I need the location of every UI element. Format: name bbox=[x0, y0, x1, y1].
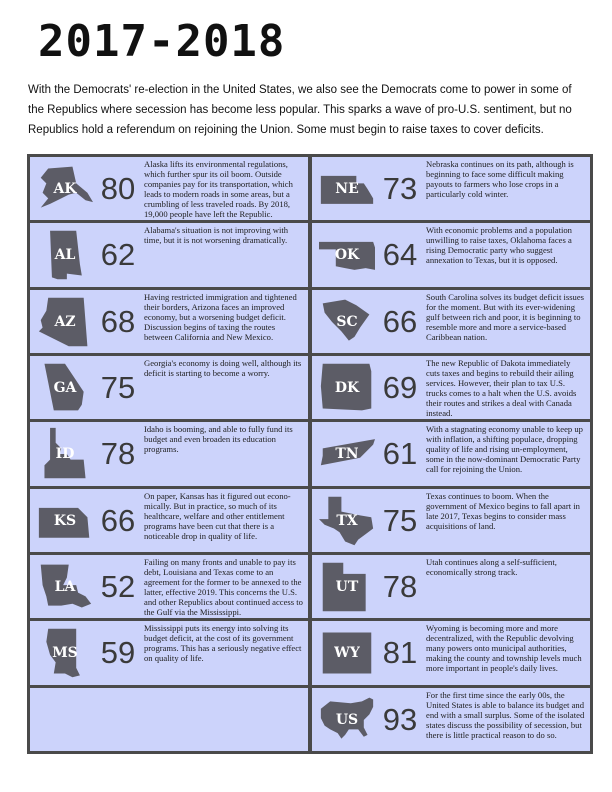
state-abbreviation: TN bbox=[335, 446, 359, 463]
state-description: On paper, Kansas has it figured out econo-mically. But in practice, so much of its healthcare, welfare and other entitlement programs have been cut that there is a noticeable drop in quality of life. bbox=[144, 490, 291, 541]
intro-paragraph: With the Democrats' re-election in the United States, we also see the Democrats come to power in some of the Republics where secession has become less popular. This sparks a wave of pro-U.S. sentiment, but no Republics hold a referendum on rejoining the Union. Some must begin to raise taxes to cover deficits. bbox=[28, 84, 572, 136]
state-score: 93 bbox=[382, 701, 418, 737]
state-description: The new Republic of Dakota immediately cuts taxes and begins to rebuild their ailing services. However, their plan to tax U.S. trucks comes to a halt when the U.S. avoids their routes and strikes a deal with Canada instead. bbox=[426, 357, 577, 418]
state-description: With economic problems and a population unwilling to raise taxes, Oklahoma faces a rising Democratic party who suggest annexation to Texas, but it is opposed. bbox=[426, 225, 572, 266]
state-score: 62 bbox=[100, 237, 136, 273]
state-description: For the first time since the early 00s, the United States is able to balance its budget and end with a small surplus. Some of the isolated states discuss the possibility of secession, but there is little practical reason to do so. bbox=[426, 689, 585, 740]
state-description: Alaska lifts its environmental regulations, which further spur its oil boom. Outside companies pay for its transportation, which leads to modern roads in some areas, but a crumbling of less traveled roads. By 2018, 19,000 people have left the Republic. bbox=[144, 159, 293, 219]
state-score: 75 bbox=[382, 502, 418, 538]
state-abbreviation: US bbox=[335, 711, 359, 728]
state-score: 64 bbox=[382, 237, 418, 273]
state-cell-ne bbox=[312, 157, 590, 220]
state-description: Alabama's situation is not improving with time, but it is not worsening dramatically. bbox=[144, 225, 289, 246]
state-abbreviation: AL bbox=[54, 247, 76, 264]
state-abbreviation: AZ bbox=[54, 313, 76, 330]
state-cell-dk bbox=[312, 356, 590, 419]
state-cell-tn bbox=[312, 422, 590, 485]
state-score: 52 bbox=[100, 568, 136, 604]
state-description: Failing on many fronts and unable to pay its debt, Louisiana and Texas come to an agreement for the former to be annexed to the latter, effective 2019. This concerns the U.S. and other Republics about continued access to the Gulf via the Mississippi. bbox=[144, 556, 303, 617]
state-cell-us bbox=[312, 688, 590, 751]
state-cell-az bbox=[30, 290, 308, 353]
state-score: 78 bbox=[382, 568, 418, 604]
state-description: Having restricted immigration and tightened their borders, Arizona faces an improved economy, but a worsening budget deficit. Discussion begins of taxing the routes between California and New Mexico. bbox=[144, 291, 297, 342]
empty-cell bbox=[30, 688, 308, 751]
state-abbreviation: WY bbox=[334, 645, 360, 662]
state-description: Mississippi puts its energy into solving its budget deficit, at the cost of its government programs. This has a seriously negative effect on quality of life. bbox=[144, 623, 302, 664]
state-abbreviation: TX bbox=[336, 512, 358, 529]
state-cell-wy bbox=[312, 621, 590, 684]
state-grid bbox=[27, 154, 593, 754]
state-abbreviation: UT bbox=[335, 578, 359, 595]
state-abbreviation: LA bbox=[54, 578, 76, 595]
state-abbreviation: OK bbox=[334, 247, 360, 264]
state-abbreviation: GA bbox=[53, 379, 77, 396]
state-description: South Carolina solves its budget deficit issues for the moment. But with its ever-widening gulf between rich and poor, it is beginning to resemble more and more a service-based Caribbean nation. bbox=[426, 291, 585, 342]
state-score: 75 bbox=[100, 369, 136, 405]
page-title: 2017-2018 bbox=[38, 16, 286, 67]
state-score: 66 bbox=[382, 303, 418, 339]
state-score: 78 bbox=[100, 436, 136, 472]
state-score: 66 bbox=[100, 502, 136, 538]
state-abbreviation: DK bbox=[334, 379, 360, 396]
state-description: Georgia's economy is doing well, although its deficit is starting to become a worry. bbox=[144, 357, 302, 378]
state-cell-id bbox=[30, 422, 308, 485]
state-score: 80 bbox=[100, 171, 136, 206]
state-cell-ga bbox=[30, 356, 308, 419]
state-cell-ks bbox=[30, 489, 308, 552]
state-abbreviation: NE bbox=[335, 181, 359, 197]
state-cell-al bbox=[30, 223, 308, 286]
state-abbreviation: KS bbox=[53, 512, 77, 529]
state-description: Nebraska continues on its path, although is beginning to face some difficult making payouts to farmers who lose crops in a particularly cold winter. bbox=[426, 159, 574, 199]
state-score: 68 bbox=[100, 303, 136, 339]
state-cell-sc bbox=[312, 290, 590, 353]
state-description: Idaho is booming, and able to fully fund its budget and even broaden its education programs. bbox=[144, 424, 293, 455]
state-abbreviation: SC bbox=[336, 313, 358, 330]
state-description: With a stagnating economy unable to keep up with inflation, a shifting populace, dropping quality of life and rising un-employment, some in the now-dominant Democratic Party call for rejoining the Union. bbox=[426, 424, 583, 475]
state-score: 59 bbox=[100, 635, 136, 671]
state-cell-la bbox=[30, 555, 308, 618]
state-score: 73 bbox=[382, 171, 418, 206]
state-cell-ok bbox=[312, 223, 590, 286]
state-score: 61 bbox=[382, 436, 418, 472]
state-score: 81 bbox=[382, 635, 418, 671]
state-abbreviation: MS bbox=[52, 645, 78, 662]
state-cell-ut bbox=[312, 555, 590, 618]
state-cell-ak bbox=[30, 157, 308, 220]
state-description: Utah continues along a self-sufficient, economically strong track. bbox=[426, 556, 557, 577]
state-description: Wyoming is becoming more and more decentralized, with the Republic devolving many powers onto municipal authorities, making the county and township levels much more important in people's daily lives. bbox=[426, 623, 582, 674]
state-abbreviation: AK bbox=[53, 181, 77, 197]
state-cell-tx bbox=[312, 489, 590, 552]
state-cell-ms bbox=[30, 621, 308, 684]
state-description: Texas continues to boom. When the government of Mexico begins to fall apart in late 2017, Texas begins to consider mass acquisitions of land. bbox=[426, 490, 580, 531]
state-score: 69 bbox=[382, 369, 418, 405]
state-abbreviation: ID bbox=[55, 446, 75, 463]
